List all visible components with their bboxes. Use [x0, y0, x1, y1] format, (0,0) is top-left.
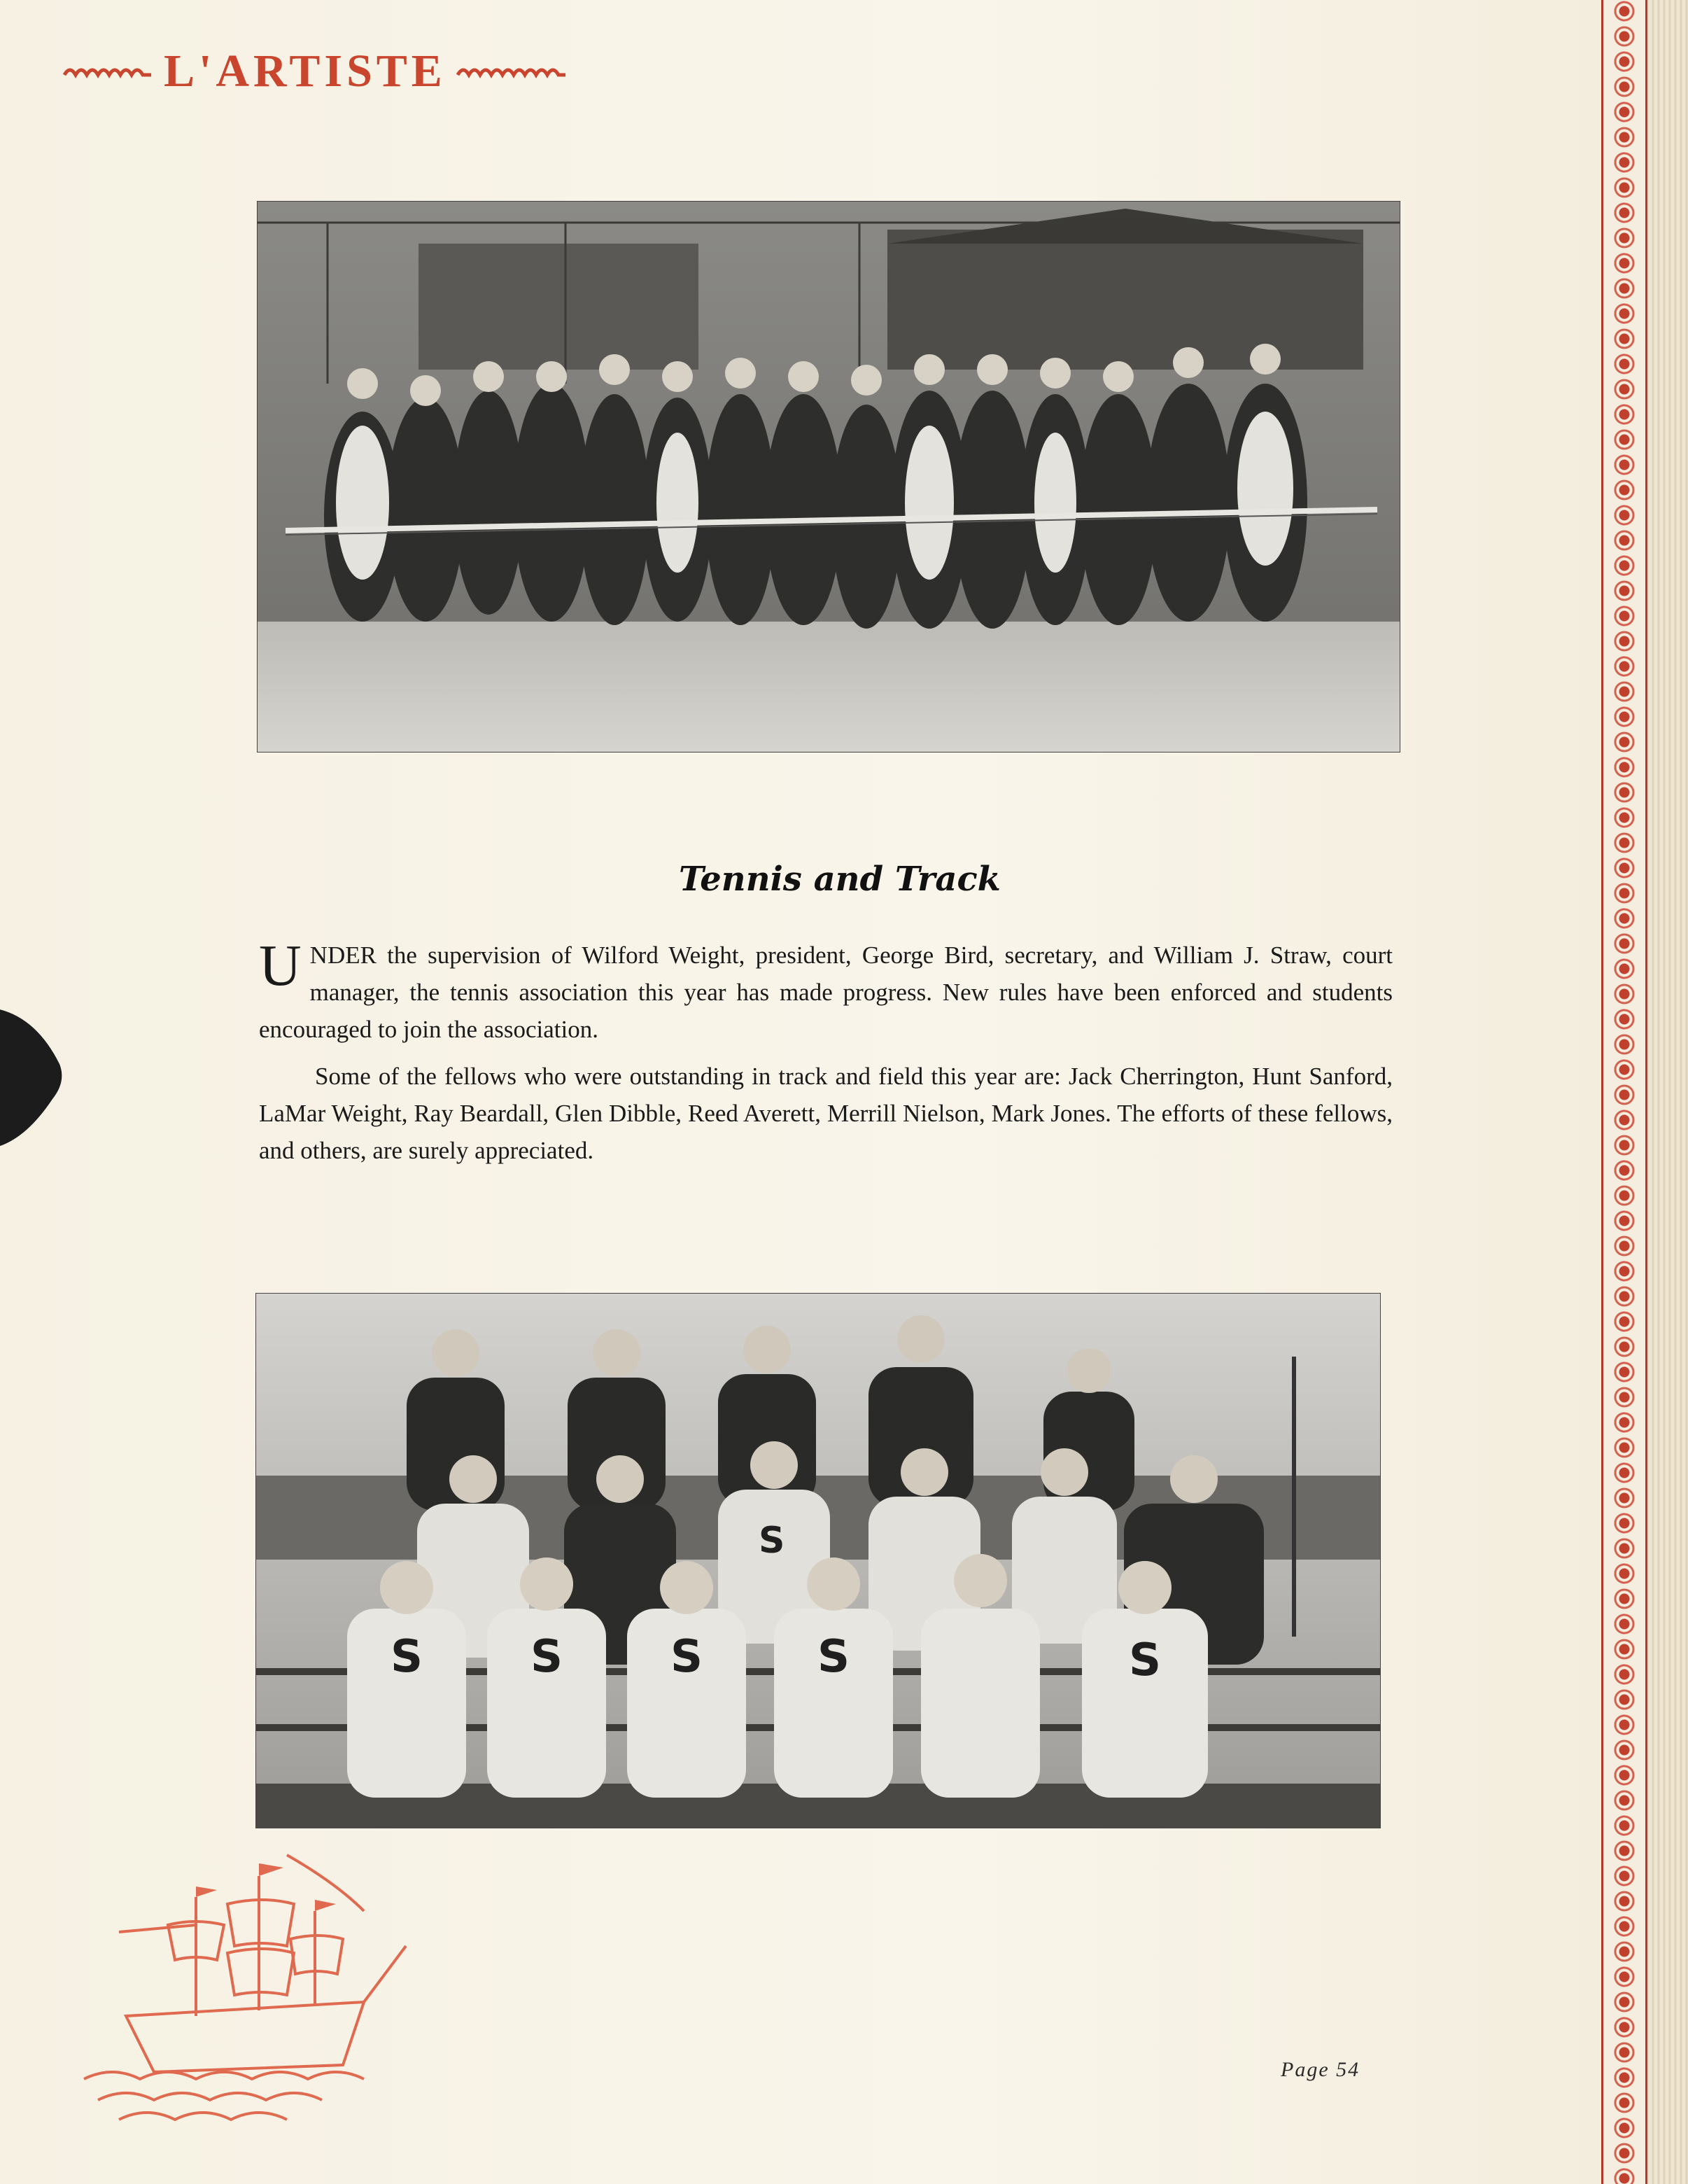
- header-title: L'ARTISTE: [164, 46, 446, 97]
- ship-illustration: [77, 1848, 427, 2128]
- svg-text:S: S: [759, 1520, 785, 1562]
- wave-ornament-left: [63, 61, 154, 82]
- tennis-group-photo: [258, 202, 1400, 752]
- decorative-border: [1601, 0, 1647, 2184]
- article-body: [259, 933, 1393, 1169]
- section-title: Tennis and Track: [679, 860, 1001, 899]
- paragraph-1-text: NDER the supervision of Wilford Weight, president, George Bird, secretary, and William J. Straw, court manager, the tennis association this year has made progress. New rules have been enforced and students encouraged to join the association.: [259, 941, 1393, 1043]
- page-header: [63, 43, 568, 99]
- binder-clip-shadow: [0, 994, 70, 1155]
- svg-text:S: S: [530, 1631, 563, 1683]
- svg-text:S: S: [670, 1631, 703, 1683]
- svg-text:S: S: [1129, 1634, 1162, 1686]
- paragraph-1: [259, 933, 1393, 1048]
- svg-text:S: S: [391, 1631, 423, 1683]
- wave-ornament-right: [456, 61, 568, 82]
- track-team-photo: [256, 1294, 1380, 1828]
- page-number: Page 54: [1281, 2058, 1360, 2081]
- svg-text:S: S: [817, 1631, 850, 1683]
- paragraph-2: Some of the fellows who were outstanding in track and field this year are: Jack Cherrington, Hunt Sanford, LaMar Weight, Ray Beardall, Glen Dibble, Reed Averett, Merrill Nielson, Mark Jones. The efforts of these fellows, and others, are surely appreciated.: [259, 1063, 1393, 1164]
- drop-cap: U: [259, 933, 302, 998]
